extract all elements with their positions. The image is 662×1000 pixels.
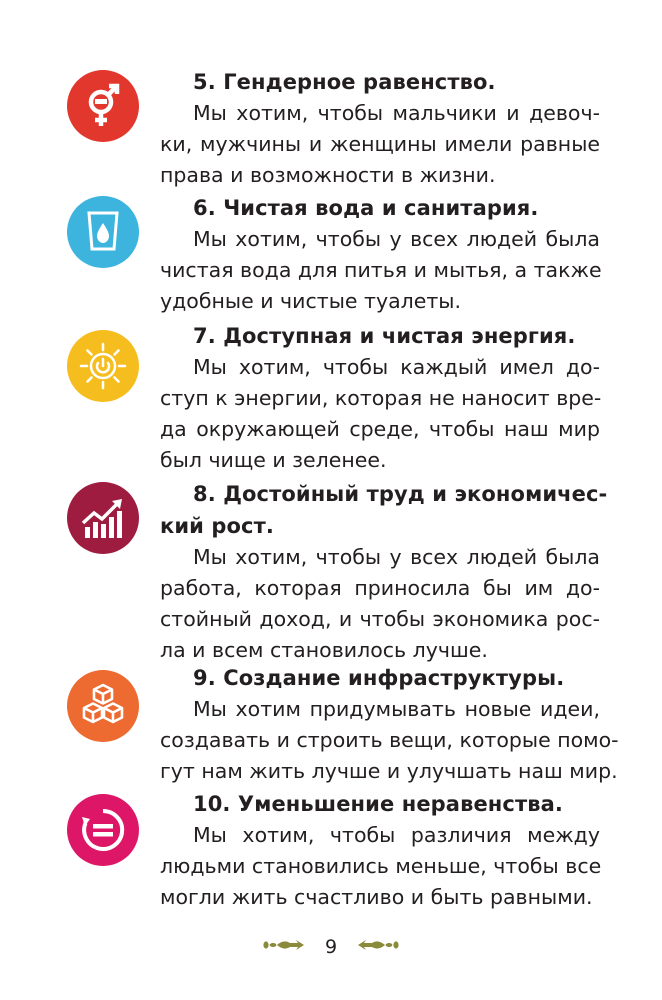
goal-5-line-1: Мы хотим, чтобы мальчики и девоч- <box>193 101 600 125</box>
goal-7-title: 7. Доступная и чистая энергия. <box>193 324 576 348</box>
goal-8-line-1: Мы хотим, чтобы у всех людей была <box>193 545 600 569</box>
page-number: 9 <box>324 936 338 958</box>
goal-10-title: 10. Уменьшение неравенства. <box>193 792 563 816</box>
goal-7-line-2: ступ к энергии, которая не наносит вре- <box>160 386 602 410</box>
goal-6-line-1: Мы хотим, чтобы у всех людей была <box>193 227 600 251</box>
goal-6-line-2: чистая вода для питья и мытья, а также <box>160 258 602 282</box>
gender-equality-icon <box>67 70 139 142</box>
growth-chart-icon <box>67 482 139 554</box>
goal-6-title: 6. Чистая вода и санитария. <box>193 196 539 220</box>
water-drop-icon <box>67 196 139 268</box>
goal-8-line-2: работа, которая приносила бы им до- <box>160 576 600 600</box>
goal-8-line-4: ла и всем становилось лучше. <box>160 638 488 662</box>
goal-9-line-1: Мы хотим придумывать новые идеи, <box>193 697 600 721</box>
goal-10-line-3: могли жить счастливо и быть равными. <box>160 885 593 909</box>
goal-7-line-3: да окружающей среде, чтобы наш мир <box>160 417 600 441</box>
page-footer <box>0 932 662 962</box>
goal-5-title: 5. Гендерное равенство. <box>193 70 496 94</box>
goal-8-line-3: стойный доход, и чтобы экономика рос- <box>160 607 600 631</box>
goal-9-line-2: создавать и строить вещи, которые помо- <box>160 728 619 752</box>
ornament-arrow-left-icon <box>354 936 400 958</box>
goal-6-line-3: удобные и чистые туалеты. <box>160 289 462 313</box>
goal-7-line-4: был чище и зеленее. <box>160 448 387 472</box>
goal-7-line-1: Мы хотим, чтобы каждый имел до- <box>193 355 600 379</box>
goal-10-line-2: людьми становились меньше, чтобы все <box>160 854 602 878</box>
infrastructure-cubes-icon <box>67 670 139 742</box>
goal-5-line-3: права и возможности в жизни. <box>160 163 496 187</box>
ornament-arrow-right-icon <box>262 936 308 958</box>
sun-power-icon <box>67 330 139 402</box>
reduced-inequality-icon <box>67 794 139 866</box>
goal-9-line-3: гут нам жить лучше и улучшать наш мир. <box>160 759 618 783</box>
goal-8-title-line-1: 8. Достойный труд и экономичес- <box>193 482 608 506</box>
goal-9-title: 9. Создание инфраструктуры. <box>193 666 565 690</box>
goal-5-line-2: ки, мужчины и женщины имели равные <box>160 132 600 156</box>
goal-8-title-line-2: кий рост. <box>160 514 274 538</box>
goal-10-line-1: Мы хотим, чтобы различия между <box>193 823 600 847</box>
